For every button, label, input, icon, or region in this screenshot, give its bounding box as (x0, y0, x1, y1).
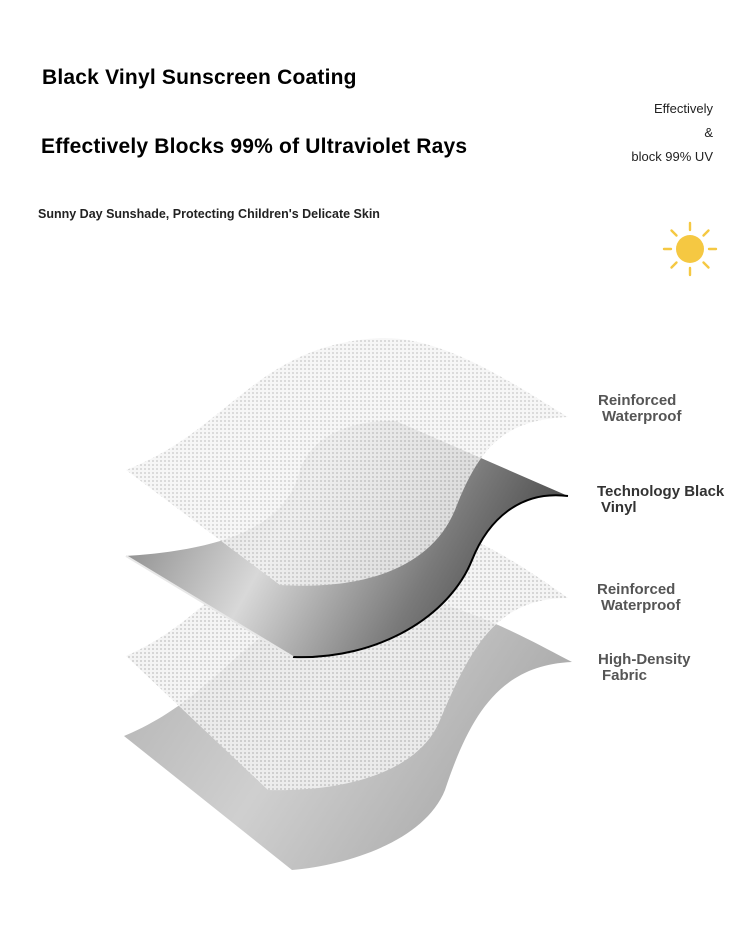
layer-label-reinforced-bottom: Reinforced Waterproof (597, 581, 681, 614)
headline-claim: Effectively Blocks 99% of Ultraviolet Rays (41, 135, 468, 158)
headline-title: Black Vinyl Sunscreen Coating (42, 66, 357, 89)
uv-note-line-1: Effectively (653, 101, 713, 116)
layer-label-vinyl: Technology Black Vinyl (597, 483, 725, 516)
uv-note-line-2: & (704, 125, 713, 140)
layer-label-fabric: High-Density Fabric (598, 651, 691, 684)
uv-note-line-3: block 99% UV (631, 149, 713, 164)
headline-subtitle: Sunny Day Sunshade, Protecting Children's Delicate Skin (38, 207, 380, 221)
layer-label-reinforced-top: Reinforced Waterproof (598, 392, 682, 425)
